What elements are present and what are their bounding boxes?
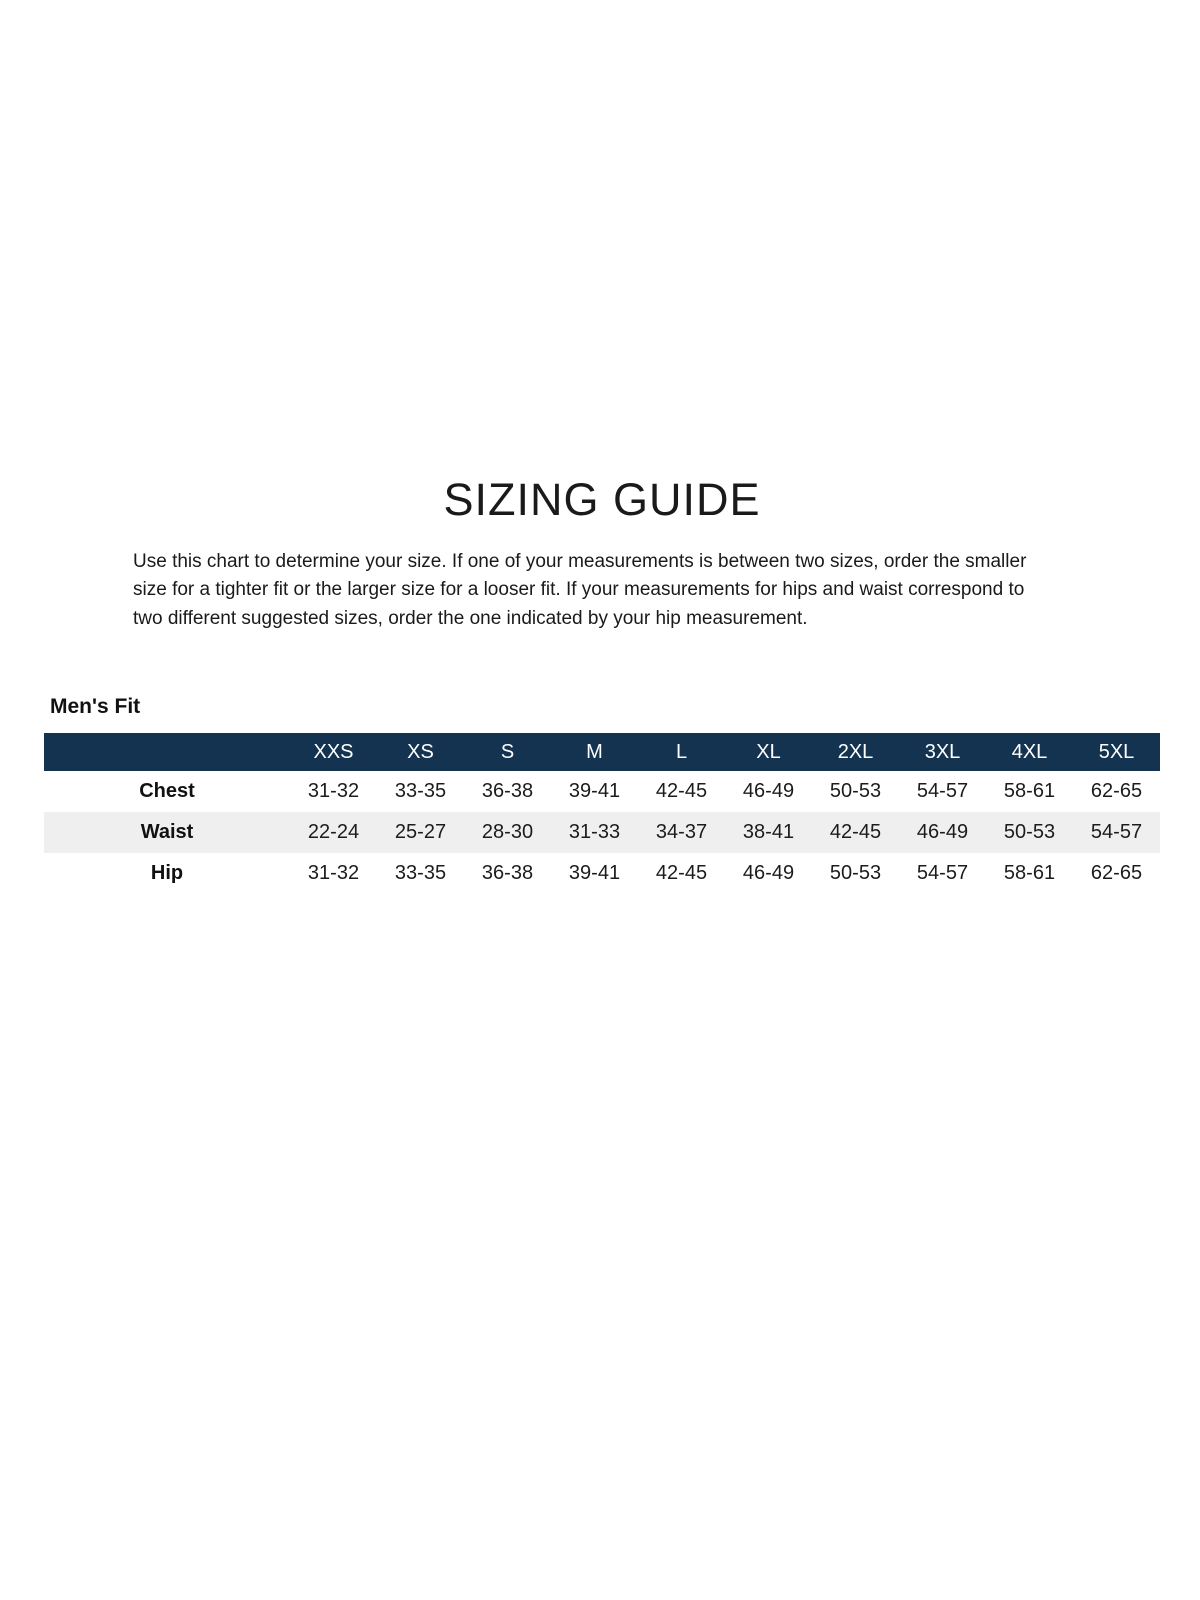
waist-value-xxs: 22-24 [307, 821, 360, 844]
header-cell-2xl: 2XL [837, 740, 874, 763]
waist-value-3xl: 46-49 [916, 821, 969, 844]
hip-value-m: 39-41 [568, 862, 621, 885]
header-cell-xl: XL [756, 740, 781, 763]
intro-line-1: Use this chart to determine your size. If one of your measurements is between two sizes, order the smaller [133, 550, 1027, 572]
section-label-mens-fit: Men's Fit [50, 695, 141, 719]
hip-value-s: 36-38 [481, 862, 534, 885]
header-cell-3xl: 3XL [924, 740, 961, 763]
waist-value-5xl: 54-57 [1090, 821, 1143, 844]
chest-value-4xl: 58-61 [1003, 780, 1056, 803]
waist-value-s: 28-30 [481, 821, 534, 844]
header-cell-s: S [500, 740, 515, 763]
intro-paragraph [133, 548, 1160, 634]
chest-value-5xl: 62-65 [1090, 780, 1143, 803]
waist-value-xl: 38-41 [742, 821, 795, 844]
chest-value-m: 39-41 [568, 780, 621, 803]
header-cell-4xl: 4XL [1011, 740, 1048, 763]
chest-value-2xl: 50-53 [829, 780, 882, 803]
header-cell-xs: XS [407, 740, 434, 763]
chest-value-s: 36-38 [481, 780, 534, 803]
header-cell-xxs: XXS [313, 740, 354, 763]
table-header-row [44, 733, 1160, 771]
hip-value-4xl: 58-61 [1003, 862, 1056, 885]
chest-value-xs: 33-35 [394, 780, 447, 803]
hip-value-xxs: 31-32 [307, 862, 360, 885]
header-cell-5xl: 5XL [1098, 740, 1135, 763]
chest-value-l: 42-45 [655, 780, 708, 803]
row-label-chest: Chest [139, 780, 195, 803]
waist-value-2xl: 42-45 [829, 821, 882, 844]
page-title: SIZING GUIDE [443, 474, 761, 525]
intro-line-2: size for a tighter fit or the larger size for a looser fit. If your measurements for hips and waist correspond to [133, 579, 1025, 601]
table-row-chest [44, 771, 1160, 812]
hip-value-xs: 33-35 [394, 862, 447, 885]
hip-value-3xl: 54-57 [916, 862, 969, 885]
hip-value-2xl: 50-53 [829, 862, 882, 885]
waist-value-xs: 25-27 [394, 821, 447, 844]
hip-value-xl: 46-49 [742, 862, 795, 885]
chest-value-xxs: 31-32 [307, 780, 360, 803]
hip-value-l: 42-45 [655, 862, 708, 885]
header-cell-empty [44, 733, 290, 771]
hip-value-5xl: 62-65 [1090, 862, 1143, 885]
chest-value-xl: 46-49 [742, 780, 795, 803]
waist-value-4xl: 50-53 [1003, 821, 1056, 844]
sizing-table [44, 733, 1160, 894]
row-label-hip: Hip [150, 862, 184, 885]
table-row-waist [44, 812, 1160, 853]
intro-line-3: two different suggested sizes, order the one indicated by your hip measurement. [133, 607, 808, 629]
chest-value-3xl: 54-57 [916, 780, 969, 803]
header-cell-l: L [675, 740, 688, 763]
waist-value-m: 31-33 [568, 821, 621, 844]
row-label-waist: Waist [140, 821, 194, 844]
waist-value-l: 34-37 [655, 821, 708, 844]
header-cell-m: M [586, 740, 603, 763]
table-row-hip [44, 853, 1160, 894]
